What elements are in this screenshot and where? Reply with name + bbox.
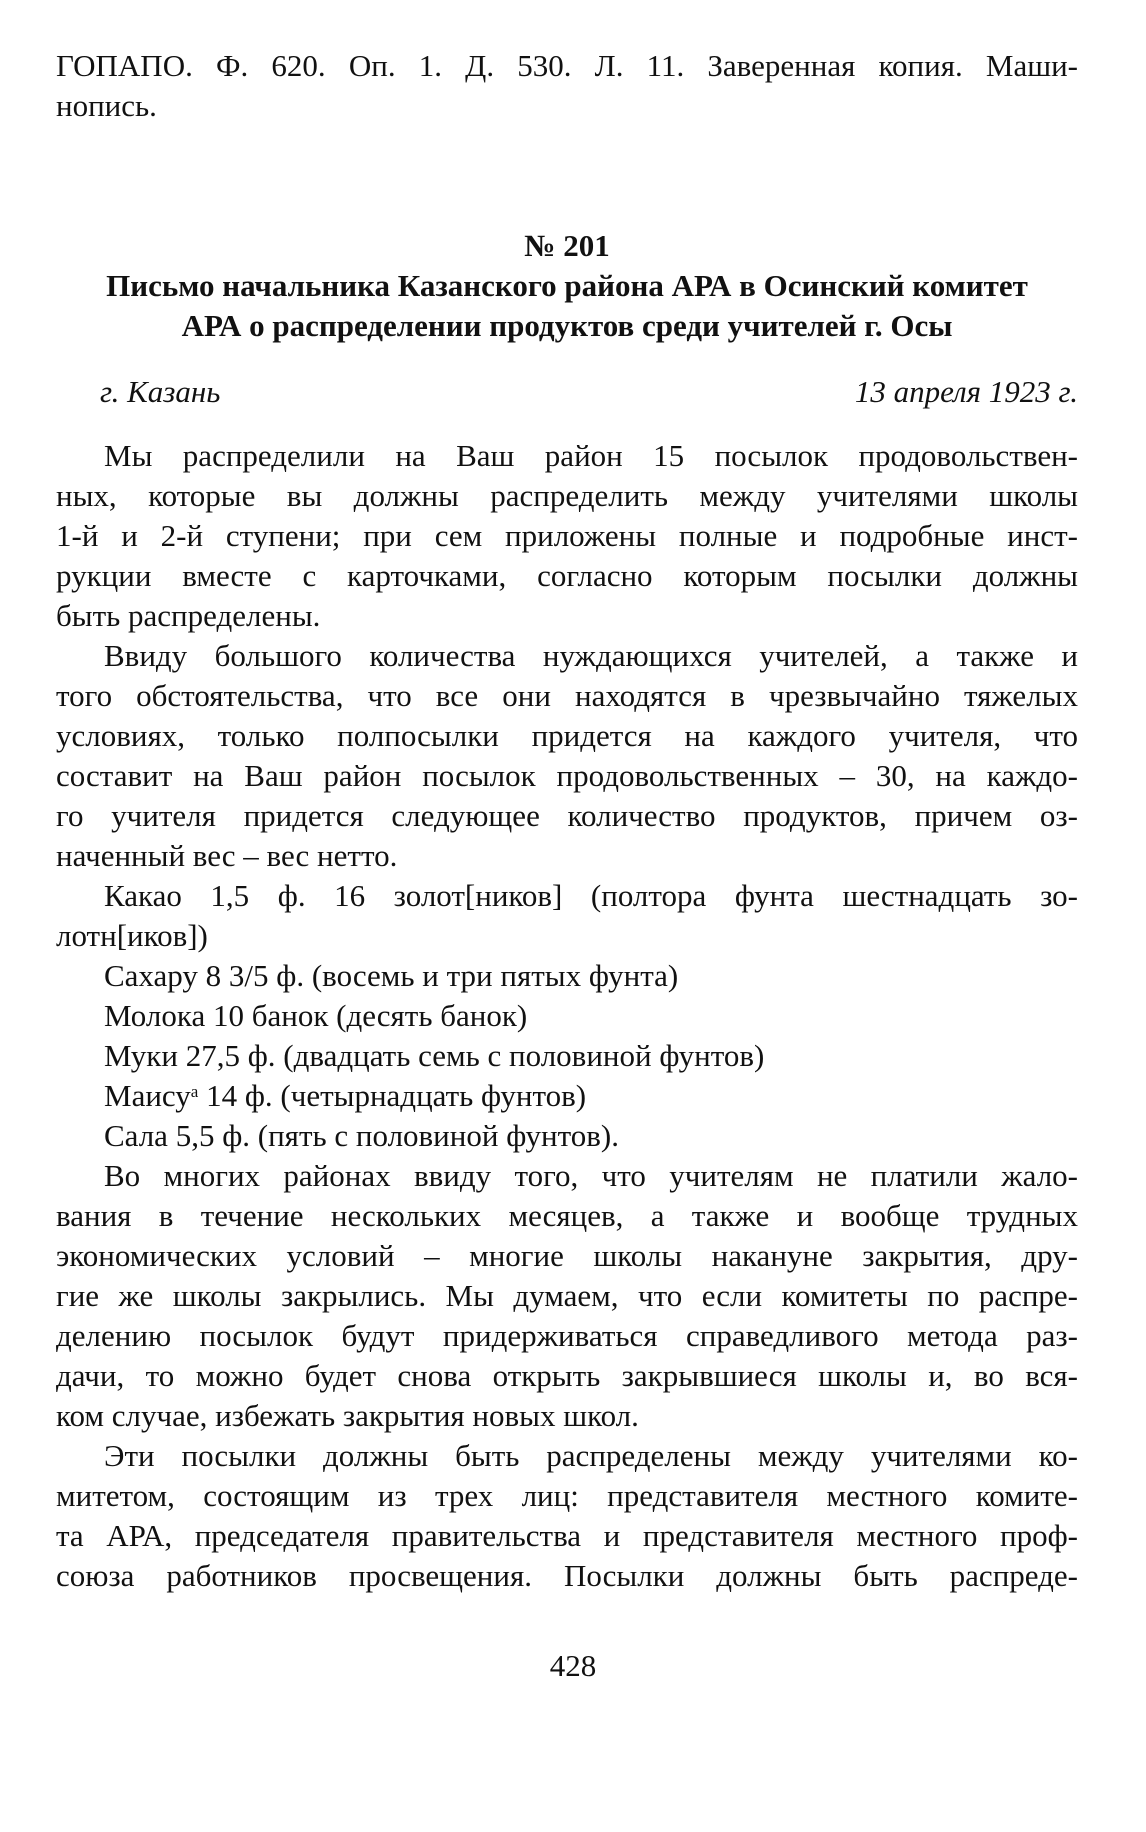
body-line: го учителя придется следующее количество продуктов, причем оз- — [56, 798, 1078, 833]
document-date: 13 апреля 1923 г. — [854, 374, 1078, 409]
product-item-sugar: Сахару 8 3/5 ф. (восемь и три пятых фунта) — [104, 958, 679, 993]
body-line: Ввиду большого количества нуждающихся учителей, а также и — [104, 638, 1078, 673]
body-line: 1-й и 2-й ступени; при сем приложены полные и подробные инст- — [56, 518, 1078, 553]
page-number: 428 — [549, 1648, 597, 1683]
product-item-cocoa-cont: лотн[иков]) — [56, 918, 208, 953]
body-line: та АРА, председателя правительства и представителя местного проф- — [56, 1518, 1078, 1553]
source-note-line-1: ГОПАПО. Ф. 620. Оп. 1. Д. 530. Л. 11. Заверенная копия. Маши- — [56, 48, 1078, 83]
body-line: делению посылок будут придерживаться справедливого метода раз- — [56, 1318, 1078, 1353]
body-line: наченный вес – вес нетто. — [56, 838, 398, 873]
product-maize-label: Маису — [104, 1078, 191, 1113]
document-place: г. Казань — [100, 374, 221, 409]
source-note-line-2: нопись. — [56, 88, 157, 123]
product-item-milk: Молока 10 банок (десять банок) — [104, 998, 528, 1033]
body-line: Во многих районах ввиду того, что учителям не платили жало- — [104, 1158, 1078, 1193]
product-item-lard: Сала 5,5 ф. (пять с половиной фунтов). — [104, 1118, 619, 1153]
document-title-line-1: Письмо начальника Казанского района АРА в Осинский комитет — [106, 268, 1028, 303]
body-line: условиях, только полпосылки придется на каждого учителя, что — [56, 718, 1078, 753]
body-line: митетом, состоящим из трех лиц: представителя местного комите- — [56, 1478, 1078, 1513]
product-item-cocoa: Какао 1,5 ф. 16 золот[ников] (полтора фунта шестнадцать зо- — [104, 878, 1078, 913]
product-item-maize — [104, 1076, 1078, 1116]
document-title-line-2: АРА о распределении продуктов среди учителей г. Осы — [181, 308, 953, 343]
body-line: того обстоятельства, что все они находятся в чрезвычайно тяжелых — [56, 678, 1078, 713]
body-line: союза работников просвещения. Посылки должны быть распреде- — [56, 1558, 1078, 1593]
body-line: экономических условий – многие школы накануне закрытия, дру- — [56, 1238, 1078, 1273]
body-line: Мы распределили на Ваш район 15 посылок продовольствен- — [104, 438, 1078, 473]
product-maize-amount: 14 ф. (четырнадцать фунтов) — [198, 1078, 587, 1113]
body-line: ком случае, избежать закрытия новых школ. — [56, 1398, 639, 1433]
body-line: ных, которые вы должны распределить между учителями школы — [56, 478, 1078, 513]
body-line: дачи, то можно будет снова открыть закрывшиеся школы и, во вся- — [56, 1358, 1078, 1393]
body-line: быть распределены. — [56, 598, 321, 633]
body-line: рукции вместе с карточками, согласно которым посылки должны — [56, 558, 1078, 593]
footnote-marker: а — [190, 1082, 199, 1101]
body-line: вания в течение нескольких месяцев, а также и вообще трудных — [56, 1198, 1078, 1233]
body-line: гие же школы закрылись. Мы думаем, что если комитеты по распре- — [56, 1278, 1078, 1313]
body-line: Эти посылки должны быть распределены между учителями ко- — [104, 1438, 1078, 1473]
body-line: составит на Ваш район посылок продовольственных – 30, на каждо- — [56, 758, 1078, 793]
product-item-flour: Муки 27,5 ф. (двадцать семь с половиной фунтов) — [104, 1038, 765, 1073]
document-number: № 201 — [524, 228, 610, 263]
